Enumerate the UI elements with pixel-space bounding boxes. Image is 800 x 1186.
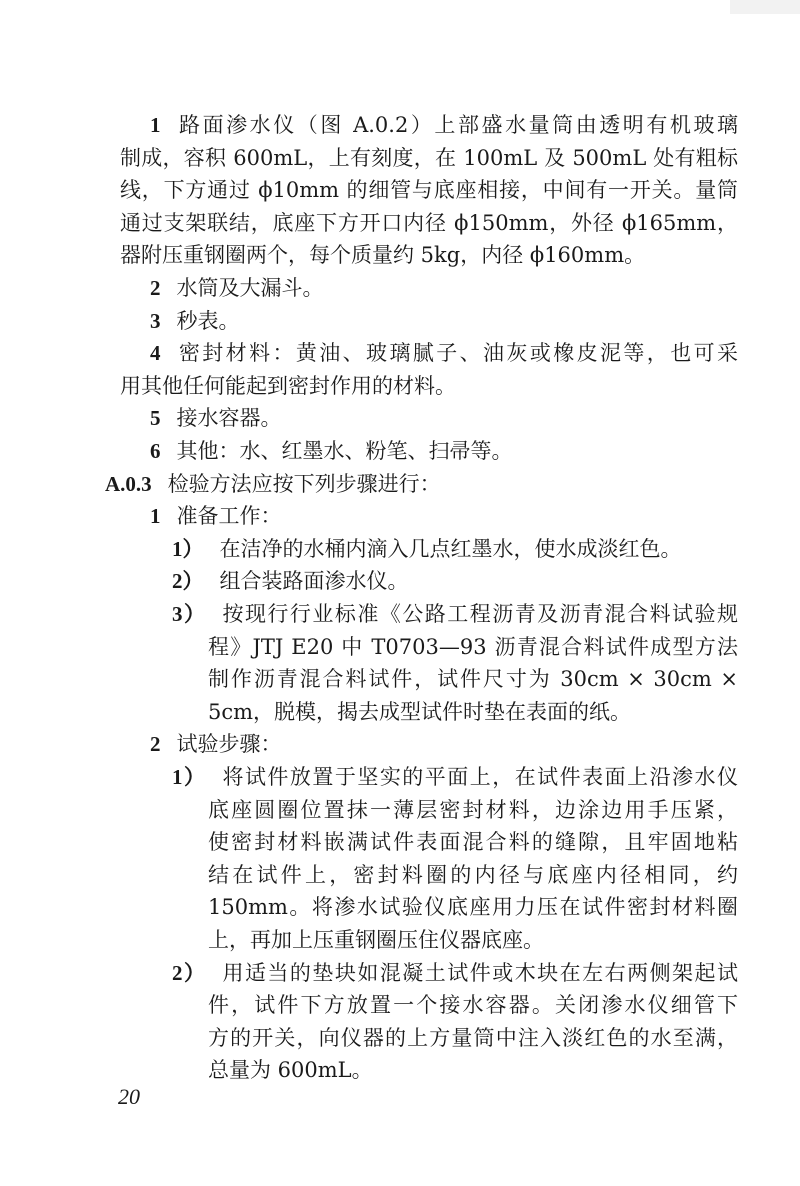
item-number: 1: [150, 504, 161, 529]
text-line: [208, 924, 738, 957]
text-line: [172, 761, 738, 794]
line-text: 5cm，脱模，揭去成型试件时垫在表面的纸。: [208, 699, 632, 724]
line-text: 用其他任何能起到密封作用的材料。: [120, 373, 456, 398]
text-line: [208, 1054, 738, 1087]
line-text: 组合装路面渗水仪。: [219, 569, 409, 594]
line-text: 使密封材料嵌满试件表面混合料的缝隙，且牢固地粘: [208, 830, 738, 855]
text-line: [208, 891, 738, 924]
text-line: [150, 337, 738, 370]
item-number: 2: [150, 276, 161, 300]
line-text: 准备工作：: [176, 504, 282, 529]
line-text: 器附压重钢圈两个，每个质量约 5kg，内径 ϕ160mm。: [120, 243, 646, 268]
line-text: 在洁净的水桶内滴入几点红墨水，使水成淡红色。: [219, 536, 682, 561]
text-line: [150, 272, 738, 305]
line-text: 秒表。: [176, 308, 240, 333]
line-text: 将试件放置于坚实的平面上，在试件表面上沿渗水仪: [222, 765, 738, 789]
text-line: [208, 859, 738, 892]
text-line: [120, 174, 738, 207]
item-number: 3: [150, 308, 161, 333]
text-line: [208, 826, 738, 859]
text-line: [172, 598, 738, 631]
line-text: 制作沥青混合料试件，试件尺寸为 30cm × 30cm ×: [208, 667, 738, 692]
line-text: 上，再加上压重钢圈压住仪器底座。: [208, 928, 544, 952]
line-text: 路面渗水仪（图 A.0.2）上部盛水量筒由透明有机玻璃: [176, 113, 738, 137]
text-line: [208, 696, 738, 729]
text-line: [150, 435, 738, 468]
text-line: [120, 207, 738, 240]
line-text: 检验方法应按下列步骤进行：: [167, 471, 441, 496]
line-text: 水筒及大漏斗。: [176, 276, 324, 300]
line-text: 方的开关，向仪器的上方量筒中注入淡红色的水至满，: [208, 1025, 738, 1050]
item-number: 3）: [172, 602, 207, 626]
line-text: 其他：水、红墨水、粉笔、扫帚等。: [176, 439, 513, 463]
line-text: 件，试件下方放置一个接水容器。关闭渗水仪细管下: [208, 993, 738, 1018]
item-number: 2）: [172, 569, 204, 594]
text-line: [208, 631, 738, 664]
line-text: 通过支架联结，底座下方开口内径 ϕ150mm，外径 ϕ165mm，: [120, 210, 738, 235]
item-number: 5: [150, 406, 161, 431]
text-line: [150, 500, 738, 533]
line-text: 底座圆圈位置抹一薄层密封材料，边涂边用手压紧，: [208, 797, 738, 822]
line-text: 结在试件上，密封料圈的内径与底座内径相同，约: [208, 862, 738, 887]
line-text: 程》JTJ E20 中 T0703—93 沥青混合料试件成型方法: [208, 634, 738, 659]
text-line: [172, 957, 738, 990]
item-number: 1）: [172, 536, 204, 561]
text-line: [208, 663, 738, 696]
line-text: 150mm。将渗水试验仪底座用力压在试件密封材料圈: [208, 895, 738, 920]
scan-corner-mark: [730, 0, 800, 14]
line-text: 试验步骤：: [176, 732, 282, 757]
line-text: 密封材料：黄油、玻璃腻子、油灰或橡皮泥等，也可采: [176, 341, 738, 366]
text-line: [208, 1022, 738, 1055]
line-text: 制成，容积 600mL，上有刻度，在 100mL 及 500mL 处有粗标: [120, 145, 738, 170]
item-number: 1: [150, 113, 161, 137]
item-number: A.0.3: [105, 471, 152, 496]
page-number: 20: [118, 1084, 140, 1109]
text-line: [150, 109, 738, 142]
item-number: 1）: [172, 765, 207, 789]
text-line: [172, 565, 738, 598]
text-line: [120, 239, 738, 272]
text-line: [150, 402, 738, 435]
item-number: 6: [150, 439, 161, 463]
line-text: 按现行行业标准《公路工程沥青及沥青混合料试验规: [222, 602, 738, 626]
text-line: [208, 794, 738, 827]
text-line: [150, 305, 738, 338]
text-line: [150, 728, 738, 761]
text-line: [172, 533, 738, 566]
line-text: 接水容器。: [176, 406, 282, 431]
item-number: 4: [150, 341, 161, 366]
item-number: 2: [150, 732, 161, 757]
text-line: [105, 468, 441, 501]
text-line: [120, 142, 738, 175]
text-line: [120, 370, 738, 403]
item-number: 2）: [172, 960, 207, 985]
line-text: 用适当的垫块如混凝土试件或木块在左右两侧架起试: [222, 960, 738, 985]
line-text: 总量为 600mL。: [208, 1058, 373, 1083]
line-text: 线，下方通过 ϕ10mm 的细管与底座相接，中间有一开关。量筒: [120, 178, 738, 203]
text-line: [208, 989, 738, 1022]
